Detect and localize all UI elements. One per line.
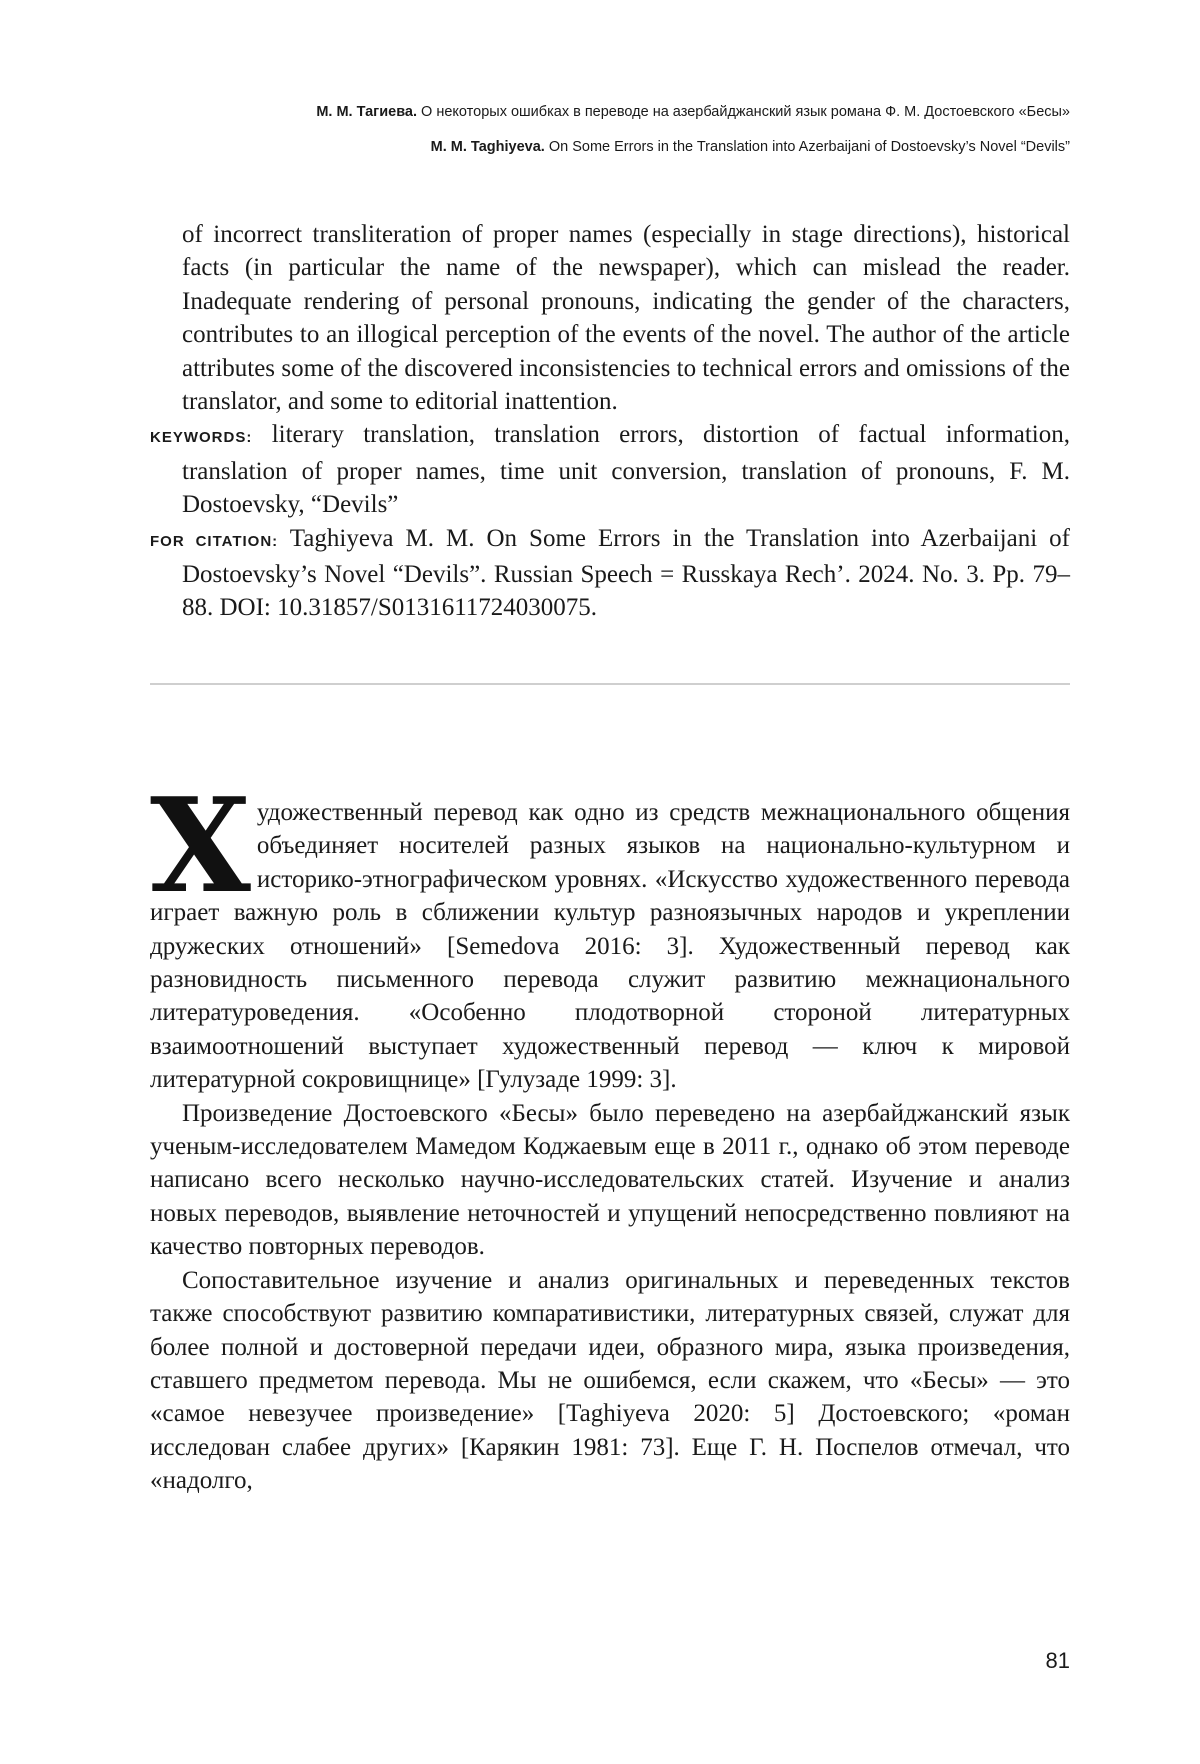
running-head-en-title: On Some Errors in the Translation into Azerbaijani of Dostoevsky’s Novel “Devils” — [548, 139, 1070, 155]
running-head-en-author: M. M. Taghiyeva. — [430, 139, 545, 155]
running-head-english — [431, 139, 1070, 155]
citation-label: FOR CITATION: — [150, 532, 279, 550]
abstract-block — [150, 218, 1070, 625]
keywords-entry — [150, 418, 1070, 521]
keywords-text: literary translation, translation errors, distortion of factual information, translation of proper names, time unit conversion, translation of pronouns, F. M. Dostoevsky, “Devils” — [182, 421, 1070, 519]
body-paragraph-3: Сопоставительное изучение и анализ оригинальных и переведенных текстов также способствуют развитию компаративистики, литературных связей, служат для более полной и достоверной передачи идеи, образного мира, языка произведения, ставшего предметом перевода. Мы не ошибемся, если скажем, что «Бесы» — это «самое невезучее произведение» [Taghiyeva 2020: 5] Достоевского; «роман исследован слабее других» [Карякин 1981: 73]. Еще Г. Н. Поспелов отмечал, что «надолго, — [150, 1266, 1070, 1495]
citation-text: Taghiyeva M. M. On Some Errors in the Translation into Azerbaijani of Dostoevsky’s Novel “Devils”. Russian Speech = Russkaya Rech’. 2024. No. 3. Pp. 79–88. DOI: 10.31857/S0131611724030075. — [182, 524, 1070, 622]
running-head-ru-title: О некоторых ошибках в переводе на азербайджанский язык романа Ф. М. Достоевского «Бесы» — [421, 104, 1070, 120]
body-paragraph-1-text: удожественный перевод как одно из средств межнационального общения объединяет носителей разных языков на национально-культурном и историко-этнографическом уровнях. «Искусство художественного перевода играет важную роль в сближении культур разноязычных народов и укреплении дружеских отношений» [Semedova 2016: 3]. Художественный перевод как разновидность письменного перевода служит развитию межнационального литературоведения. «Особенно плодотворной стороной литературных взаимоотношений выступает художественный перевод — ключ к мировой литературной сокровищнице» [Гулузаде 1999: 3]. — [150, 799, 1070, 1094]
section-divider — [150, 683, 1070, 685]
body-paragraph-1 — [150, 769, 1070, 1097]
abstract-text: of incorrect transliteration of proper names (especially in stage directions), historical facts (in particular the name of the newspaper), which can mislead the reader. Inadequate rendering of personal pronouns, indicating the gender of the characters, contributes to an illogical perception of the events of the novel. The author of the article attributes some of the discovered inconsistencies to technical errors and omissions of the translator, and some to editorial inattention. — [182, 221, 1070, 416]
running-head-ru-author: М. М. Тагиева. — [316, 104, 418, 120]
page-number: 81 — [1045, 1648, 1070, 1673]
keywords-label: KEYWORDS: — [150, 429, 253, 447]
citation-entry — [150, 522, 1070, 625]
drop-cap: Х — [150, 769, 251, 922]
body-paragraph-2: Произведение Достоевского «Бесы» было переведено на азербайджанский язык ученым-исследователем Мамедом Коджаевым еще в 2011 г., однако об этом переводе написано всего несколько научно-исследовательских статей. Изучение и анализ новых переводов, выявление неточностей и упущений непосредственно повлияют на качество повторных переводов. — [150, 1099, 1070, 1261]
running-head-russian — [316, 104, 1070, 120]
article-body — [150, 769, 1070, 1498]
